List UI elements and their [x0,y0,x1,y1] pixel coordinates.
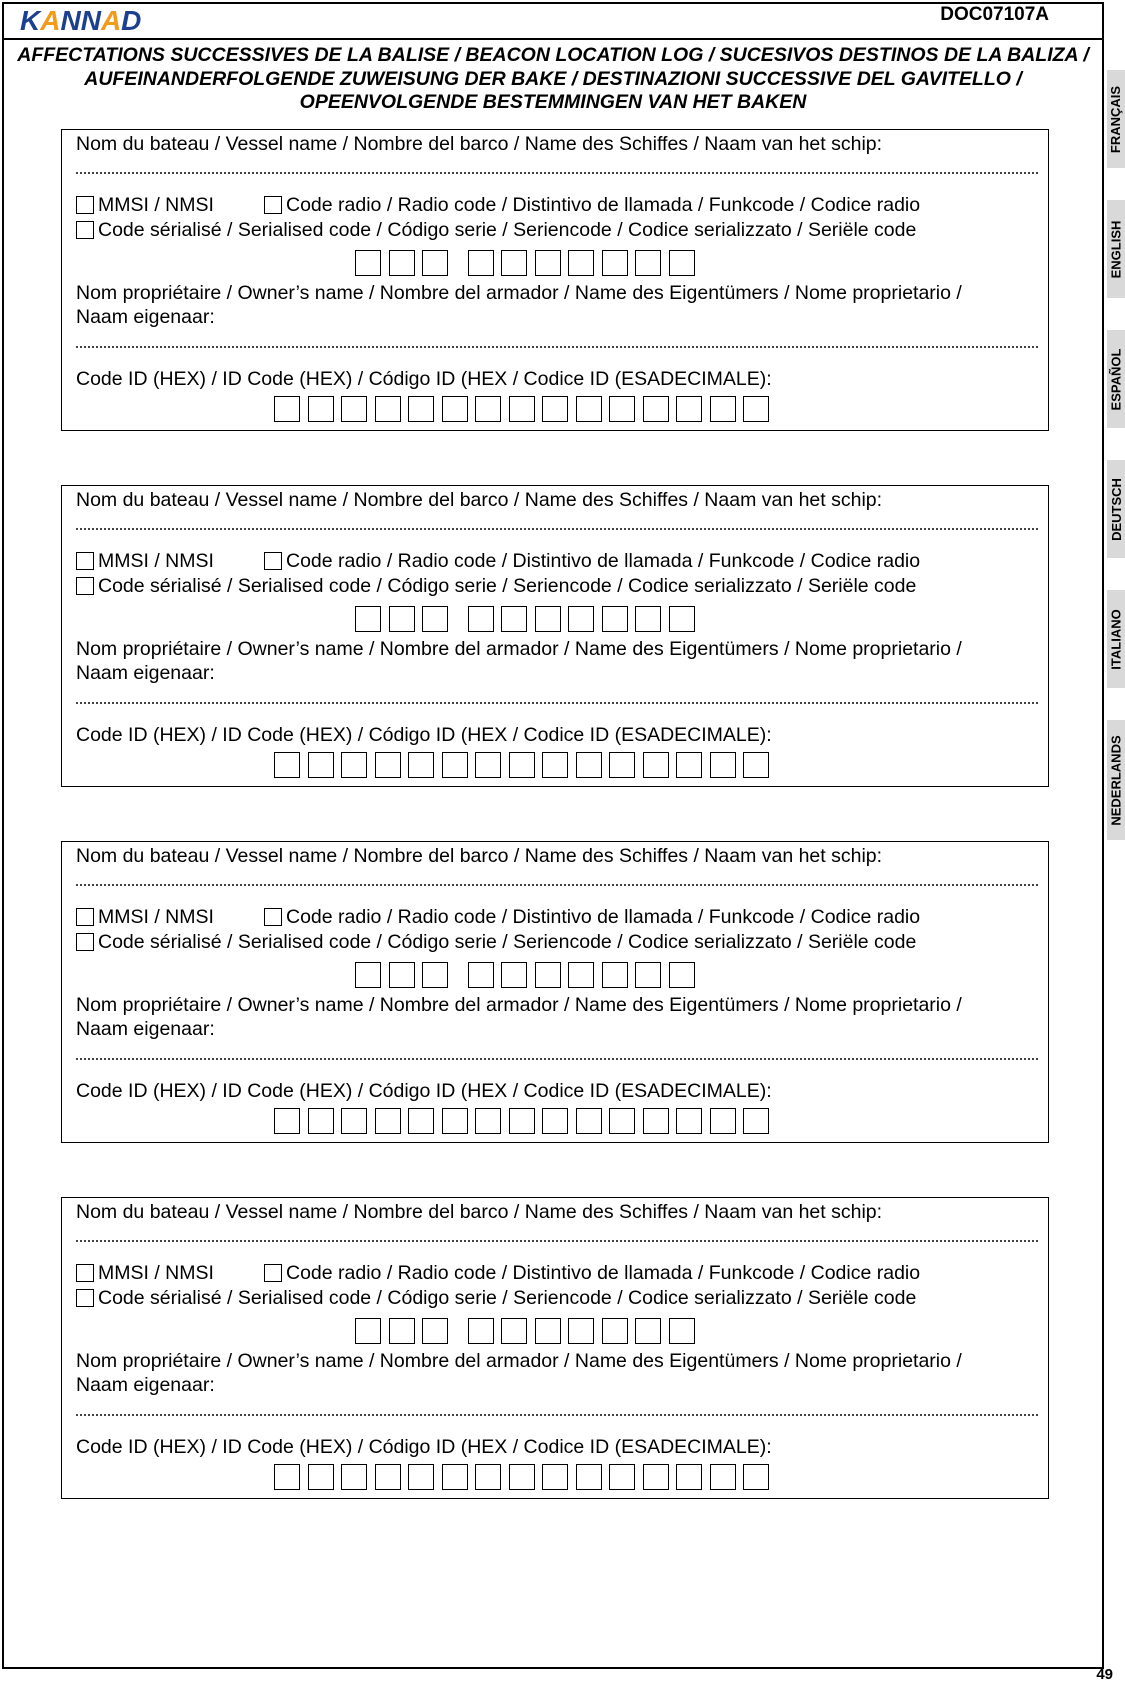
serial-code-boxes [355,962,702,988]
hex-id-boxes-box[interactable] [609,1108,635,1134]
serial-code-boxes-box[interactable] [501,962,527,988]
hex-id-boxes-box[interactable] [375,396,401,422]
hex-id-boxes-box[interactable] [509,396,535,422]
language-tab-2[interactable] [1107,330,1125,428]
language-tab-label: NEDERLANDS [1108,734,1124,826]
mmsi-checkbox[interactable] [76,1264,94,1282]
serial-code-boxes-box[interactable] [389,1318,415,1344]
serialised-code-label: Code sérialisé / Serialised code / Código serie / Seriencode / Codice serializzato / Seriële code [98,931,917,953]
hex-id-boxes-box[interactable] [341,1108,367,1134]
hex-id-label: Code ID (HEX) / ID Code (HEX) / Código ID (HEX / Codice ID (ESADECIMALE): [76,1436,772,1458]
radio-code-option [264,1262,920,1284]
serial-code-boxes-box[interactable] [389,606,415,632]
hex-id-boxes-box[interactable] [341,1464,367,1490]
mmsi-checkbox[interactable] [76,908,94,926]
hex-id-boxes-box[interactable] [308,396,334,422]
hex-id-boxes-box[interactable] [308,1108,334,1134]
language-tab-4[interactable] [1107,590,1125,688]
hex-id-boxes-box[interactable] [710,1464,736,1490]
hex-id-boxes-box[interactable] [676,1464,702,1490]
hex-id-boxes-box[interactable] [375,752,401,778]
hex-id-boxes-box[interactable] [576,1464,602,1490]
serial-code-boxes-box[interactable] [501,606,527,632]
serialised-code-option [76,219,916,241]
hex-id-boxes-box[interactable] [375,1108,401,1134]
hex-id-boxes [274,1464,777,1490]
hex-id-boxes-box[interactable] [274,396,300,422]
serialised-code-label: Code sérialisé / Serialised code / Código serie / Seriencode / Codice serializzato / Seriële code [98,219,917,241]
language-tab-0[interactable] [1107,70,1125,168]
serial-code-boxes-box[interactable] [669,606,695,632]
hex-id-boxes-box[interactable] [442,1108,468,1134]
hex-id-label: Code ID (HEX) / ID Code (HEX) / Código ID (HEX / Codice ID (ESADECIMALE): [76,368,772,390]
hex-id-boxes-box[interactable] [542,752,568,778]
owner-name-label-cont: Naam eigenaar: [76,1374,215,1396]
radio-code-checkbox[interactable] [264,908,282,926]
serial-code-boxes-box[interactable] [535,962,561,988]
hex-id-boxes-box[interactable] [408,1464,434,1490]
hex-id-boxes-box[interactable] [442,752,468,778]
radio-code-checkbox[interactable] [264,1264,282,1282]
hex-id-boxes-box[interactable] [643,752,669,778]
mmsi-option [76,906,214,928]
serial-code-boxes-box[interactable] [669,962,695,988]
mmsi-label: MMSI / NMSI [98,194,214,216]
hex-id-boxes-box[interactable] [609,396,635,422]
hex-id-boxes-box[interactable] [274,752,300,778]
hex-id-boxes-box[interactable] [308,752,334,778]
language-tab-3[interactable] [1107,460,1125,558]
hex-id-boxes-box[interactable] [442,1464,468,1490]
beacon-log-entry [61,1197,1049,1499]
hex-id-boxes-box[interactable] [710,396,736,422]
serialised-code-checkbox[interactable] [76,1289,94,1307]
hex-id-boxes-box[interactable] [408,1108,434,1134]
serial-code-boxes-box[interactable] [422,250,448,276]
owner-name-field[interactable] [76,1058,1038,1060]
radio-code-option [264,550,920,572]
vessel-name-label: Nom du bateau / Vessel name / Nombre del barco / Name des Schiffes / Naam van het schip: [76,1201,883,1223]
serial-code-boxes [355,250,702,276]
document-reference: DOC07107A [940,4,1049,25]
hex-id-boxes-box[interactable] [743,1464,769,1490]
hex-id-boxes-box[interactable] [509,752,535,778]
serial-code-boxes [355,606,702,632]
serial-code-boxes-box[interactable] [602,606,628,632]
hex-id-boxes-box[interactable] [743,396,769,422]
serial-code-boxes-box[interactable] [535,250,561,276]
mmsi-checkbox[interactable] [76,552,94,570]
hex-id-boxes-box[interactable] [576,396,602,422]
serial-code-boxes-box[interactable] [422,962,448,988]
page-header [2,2,1104,40]
owner-name-label: Nom propriétaire / Owner’s name / Nombre del armador / Name des Eigentümers / Nome proprietario / [76,1350,962,1372]
owner-name-label: Nom propriétaire / Owner’s name / Nombre del armador / Name des Eigentümers / Nome proprietario / [76,282,962,304]
hex-id-boxes [274,396,777,422]
serial-code-boxes-box[interactable] [468,250,494,276]
serialised-code-checkbox[interactable] [76,577,94,595]
radio-code-option [264,906,920,928]
serial-code-boxes-box[interactable] [669,1318,695,1344]
hex-id-boxes-box[interactable] [743,752,769,778]
owner-name-label-cont: Naam eigenaar: [76,662,215,684]
serial-code-boxes-box[interactable] [422,1318,448,1344]
serial-code-boxes-box[interactable] [568,606,594,632]
serial-code-boxes-box[interactable] [635,250,661,276]
hex-id-boxes-box[interactable] [475,1108,501,1134]
serialised-code-option [76,1287,916,1309]
owner-name-label-cont: Naam eigenaar: [76,1018,215,1040]
language-tab-label: ENGLISH [1108,220,1124,278]
language-tab-1[interactable] [1107,200,1125,298]
page-number: 49 [1096,1666,1113,1683]
hex-id-boxes-box[interactable] [509,1464,535,1490]
owner-name-label: Nom propriétaire / Owner’s name / Nombre del armador / Name des Eigentümers / Nome proprietario / [76,994,962,1016]
language-tab-label: ITALIANO [1108,608,1124,670]
mmsi-label: MMSI / NMSI [98,550,214,572]
hex-id-boxes-box[interactable] [710,1108,736,1134]
hex-id-boxes-box[interactable] [542,1464,568,1490]
serial-code-boxes [355,1318,702,1344]
hex-id-boxes-box[interactable] [643,1464,669,1490]
mmsi-option [76,550,214,572]
serial-code-boxes-box[interactable] [389,250,415,276]
beacon-log-entry [61,485,1049,787]
brand-logo-text: KANNAD [20,5,142,36]
serial-code-boxes-box[interactable] [468,606,494,632]
mmsi-label: MMSI / NMSI [98,906,214,928]
serial-code-boxes-box[interactable] [389,962,415,988]
serial-code-boxes-box[interactable] [535,1318,561,1344]
hex-id-label: Code ID (HEX) / ID Code (HEX) / Código ID (HEX / Codice ID (ESADECIMALE): [76,1080,772,1102]
owner-name-field[interactable] [76,346,1038,348]
vessel-name-field[interactable] [76,884,1038,886]
language-tabs [1107,70,1125,850]
hex-id-boxes-box[interactable] [341,752,367,778]
hex-id-boxes-box[interactable] [475,752,501,778]
hex-id-boxes-box[interactable] [576,1108,602,1134]
mmsi-checkbox[interactable] [76,196,94,214]
hex-id-boxes-box[interactable] [643,396,669,422]
serial-code-boxes-box[interactable] [355,1318,381,1344]
serial-code-boxes-box[interactable] [568,1318,594,1344]
serialised-code-checkbox[interactable] [76,933,94,951]
hex-id-boxes-box[interactable] [308,1464,334,1490]
hex-id-boxes-box[interactable] [609,752,635,778]
vessel-name-label: Nom du bateau / Vessel name / Nombre del barco / Name des Schiffes / Naam van het schip: [76,133,883,155]
radio-code-label: Code radio / Radio code / Distintivo de llamada / Funkcode / Codice radio [286,550,921,572]
serial-code-boxes-box[interactable] [501,1318,527,1344]
vessel-name-label: Nom du bateau / Vessel name / Nombre del barco / Name des Schiffes / Naam van het schip: [76,489,883,511]
serial-code-boxes-box[interactable] [635,1318,661,1344]
serial-code-boxes-box[interactable] [422,606,448,632]
hex-id-boxes-box[interactable] [475,396,501,422]
language-tab-5[interactable] [1107,720,1125,840]
radio-code-label: Code radio / Radio code / Distintivo de llamada / Funkcode / Codice radio [286,194,921,216]
hex-id-boxes-box[interactable] [442,396,468,422]
hex-id-boxes-box[interactable] [576,752,602,778]
hex-id-boxes-box[interactable] [274,1108,300,1134]
owner-name-label: Nom propriétaire / Owner’s name / Nombre del armador / Name des Eigentümers / Nome proprietario / [76,638,962,660]
hex-id-boxes [274,1108,777,1134]
owner-name-field[interactable] [76,1414,1038,1416]
serial-code-boxes-box[interactable] [468,1318,494,1344]
owner-name-label-cont: Naam eigenaar: [76,306,215,328]
hex-id-boxes-box[interactable] [676,752,702,778]
serial-code-boxes-box[interactable] [669,250,695,276]
vessel-name-label: Nom du bateau / Vessel name / Nombre del barco / Name des Schiffes / Naam van het schip: [76,845,883,867]
serialised-code-label: Code sérialisé / Serialised code / Código serie / Seriencode / Codice serializzato / Seriële code [98,575,917,597]
serial-code-boxes-box[interactable] [355,962,381,988]
serial-code-boxes-box[interactable] [535,606,561,632]
hex-id-boxes-box[interactable] [475,1464,501,1490]
hex-id-boxes-box[interactable] [676,1108,702,1134]
vessel-name-field[interactable] [76,1240,1038,1242]
serialised-code-label: Code sérialisé / Serialised code / Código serie / Seriencode / Codice serializzato / Seriële code [98,1287,917,1309]
hex-id-boxes-box[interactable] [274,1464,300,1490]
language-tab-label: DEUTSCH [1108,477,1124,541]
radio-code-checkbox[interactable] [264,196,282,214]
mmsi-option [76,194,214,216]
hex-id-boxes-box[interactable] [710,752,736,778]
radio-code-label: Code radio / Radio code / Distintivo de llamada / Funkcode / Codice radio [286,1262,921,1284]
page-title: AFFECTATIONS SUCCESSIVES DE LA BALISE / BEACON LOCATION LOG / SUCESIVOS DESTINOS DE LA BALIZA / AUFEINANDERFOLGENDE ZUWEISUNG DER BAKE / DESTINAZIONI SUCCESSIVE DEL GAVITELLO / OPEENVOLGENDE BESTEMMINGEN VAN HET BAKEN [17,44,1089,113]
serial-code-boxes-box[interactable] [635,962,661,988]
mmsi-option [76,1262,214,1284]
serial-code-boxes-box[interactable] [568,962,594,988]
hex-id-boxes-box[interactable] [341,396,367,422]
radio-code-label: Code radio / Radio code / Distintivo de llamada / Funkcode / Codice radio [286,906,921,928]
serial-code-boxes-box[interactable] [355,606,381,632]
radio-code-checkbox[interactable] [264,552,282,570]
vessel-name-field[interactable] [76,528,1038,530]
serial-code-boxes-box[interactable] [602,250,628,276]
hex-id-label: Code ID (HEX) / ID Code (HEX) / Código ID (HEX / Codice ID (ESADECIMALE): [76,724,772,746]
beacon-log-entry [61,841,1049,1143]
serialised-code-option [76,931,916,953]
hex-id-boxes-box[interactable] [375,1464,401,1490]
language-tab-label: FRANÇAIS [1108,85,1124,153]
serial-code-boxes-box[interactable] [501,250,527,276]
hex-id-boxes-box[interactable] [509,1108,535,1134]
hex-id-boxes-box[interactable] [743,1108,769,1134]
serial-code-boxes-box[interactable] [602,962,628,988]
hex-id-boxes [274,752,777,778]
kannad-logo [20,7,160,35]
hex-id-boxes-box[interactable] [676,396,702,422]
mmsi-label: MMSI / NMSI [98,1262,214,1284]
language-tab-label: ESPAÑOL [1108,348,1124,410]
hex-id-boxes-box[interactable] [408,396,434,422]
hex-id-boxes-box[interactable] [408,752,434,778]
hex-id-boxes-box[interactable] [542,1108,568,1134]
serial-code-boxes-box[interactable] [355,250,381,276]
serial-code-boxes-box[interactable] [468,962,494,988]
serial-code-boxes-box[interactable] [602,1318,628,1344]
hex-id-boxes-box[interactable] [643,1108,669,1134]
hex-id-boxes-box[interactable] [609,1464,635,1490]
hex-id-boxes-box[interactable] [542,396,568,422]
radio-code-option [264,194,920,216]
serialised-code-checkbox[interactable] [76,221,94,239]
serial-code-boxes-box[interactable] [568,250,594,276]
owner-name-field[interactable] [76,702,1038,704]
beacon-log-entry [61,129,1049,431]
serialised-code-option [76,575,916,597]
vessel-name-field[interactable] [76,172,1038,174]
serial-code-boxes-box[interactable] [635,606,661,632]
